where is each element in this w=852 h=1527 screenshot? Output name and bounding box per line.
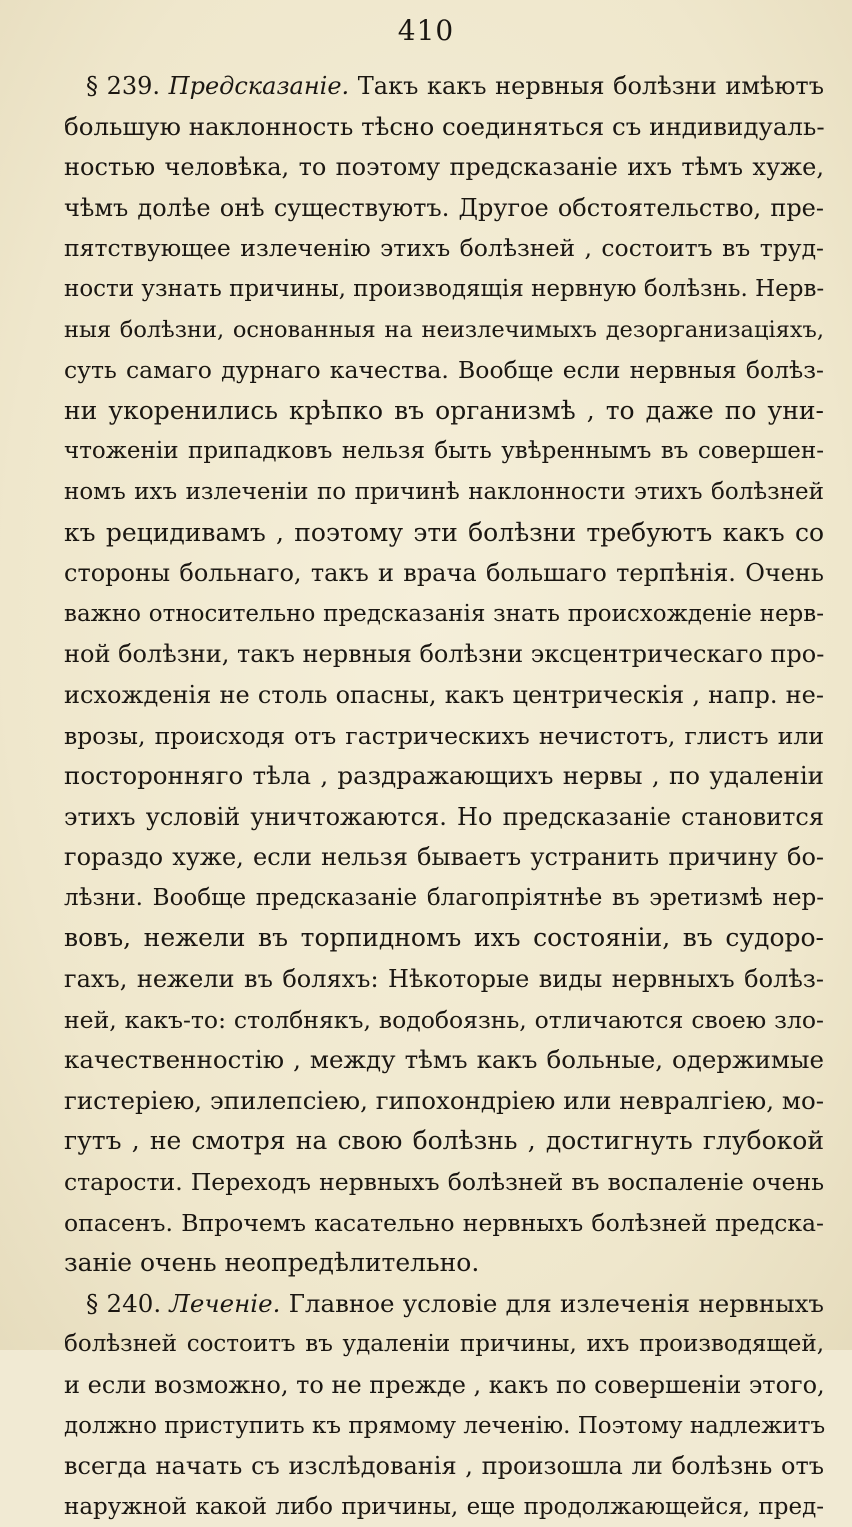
section-title: Предсказаніе.	[168, 72, 350, 100]
text-line: Такъ какъ нервныя болѣзни имѣютъ	[357, 72, 824, 100]
text-line: къ рецидивамъ , поэтому эти болѣзни требуютъ какъ со	[64, 517, 824, 547]
text-line: всегда начать съ изслѣдованія , произошла ли болѣзнь отъ	[64, 1452, 824, 1481]
text-line: гахъ, нежели въ боляхъ: Нѣкоторые виды нервныхъ болѣз-	[64, 965, 824, 994]
text-line: гораздо хуже, если нельзя бываетъ устранить причину бо-	[64, 843, 824, 872]
paragraph-240-line-1	[64, 1284, 824, 1325]
text-line: опасенъ. Впрочемъ касательно нервныхъ болѣзней предска-	[64, 1208, 824, 1237]
text-line: пятствующее излеченію этихъ болѣзней , состоитъ въ труд-	[64, 234, 824, 263]
page-number: 410	[397, 14, 455, 47]
paragraph-239-line-1	[64, 66, 824, 107]
text-line: исхожденія не столь опасны, какъ центрическія , напр. не-	[64, 680, 824, 709]
text-line: врозы, происходя отъ гастрическихъ нечистотъ, глистъ или	[64, 721, 824, 750]
text-line: заніе очень неопредѣлительно.	[64, 1248, 480, 1278]
text-line: ней, какъ-то: столбнякъ, водобоязнь, отличаются своею зло-	[64, 1005, 824, 1034]
text-line: важно относительно предсказанія знать происхожденіе нерв-	[64, 600, 824, 627]
section-title: Леченіе.	[169, 1288, 281, 1318]
text-line: этихъ условій уничтожаются. Но предсказаніе становится	[64, 802, 824, 831]
text-line: ни укоренились крѣпко въ организмѣ , то даже по уни-	[64, 395, 824, 425]
body-text	[64, 66, 824, 1527]
text-line: суть самаго дурнаго качества. Вообще если нервныя болѣз-	[64, 356, 824, 385]
text-line: чтоженіи припадковъ нельзя быть увѣреннымъ въ совершен-	[64, 438, 824, 465]
text-line: чѣмъ долѣе онѣ существуютъ. Другое обстоятельство, пре-	[64, 193, 824, 222]
text-line: и если возможно, то не прежде , какъ по совершеніи этого,	[64, 1371, 825, 1399]
text-line: ныя болѣзни, основанныя на неизлечимыхъ дезорганизаціяхъ,	[64, 316, 824, 343]
text-line: лѣзни. Вообще предсказаніе благопріятнѣе въ эретизмѣ нер-	[64, 884, 824, 911]
text-line: стороны больнаго, такъ и врача большаго терпѣнія. Очень	[64, 559, 824, 588]
text-line: ности узнать причины, производящія нервную болѣзнь. Нерв-	[64, 275, 825, 302]
text-line: посторонняго тѣла , раздражающихъ нервы , по удаленіи	[64, 761, 824, 791]
text-line: номъ ихъ излеченіи по причинѣ наклонности этихъ болѣзней	[64, 478, 824, 505]
text-line: наружной какой либо причины, еще продолжающейся, пред-	[64, 1493, 824, 1520]
text-line: болѣзней состоитъ въ удаленіи причины, ихъ производящей,	[64, 1331, 824, 1358]
text-line: качественностію , между тѣмъ какъ больные, одержимые	[64, 1045, 824, 1075]
text-line: ной болѣзни, такъ нервныя болѣзни эксцентрическаго про-	[64, 640, 825, 669]
section-number: § 239.	[86, 72, 161, 100]
text-line: ностью человѣка, то поэтому предсказаніе ихъ тѣмъ хуже,	[64, 153, 824, 182]
text-line: Главное условіе для излеченія нервныхъ	[288, 1288, 824, 1318]
text-line: гистеріею, эпилепсіею, гипохондріею или невралгіею, мо-	[64, 1085, 824, 1115]
text-line: большую наклонность тѣсно соединяться съ индивидуаль-	[64, 111, 825, 141]
text-line: должно приступить къ прямому леченію. Поэтому надлежитъ	[64, 1412, 826, 1439]
text-line: вовъ, нежели въ торпидномъ ихъ состояніи, въ судоро-	[64, 923, 824, 953]
text-line: старости. Переходъ нервныхъ болѣзней въ воспаленіе очень	[64, 1168, 824, 1197]
text-line: гутъ , не смотря на свою болѣзнь , достигнуть глубокой	[64, 1126, 824, 1156]
section-number: § 240.	[86, 1288, 162, 1318]
